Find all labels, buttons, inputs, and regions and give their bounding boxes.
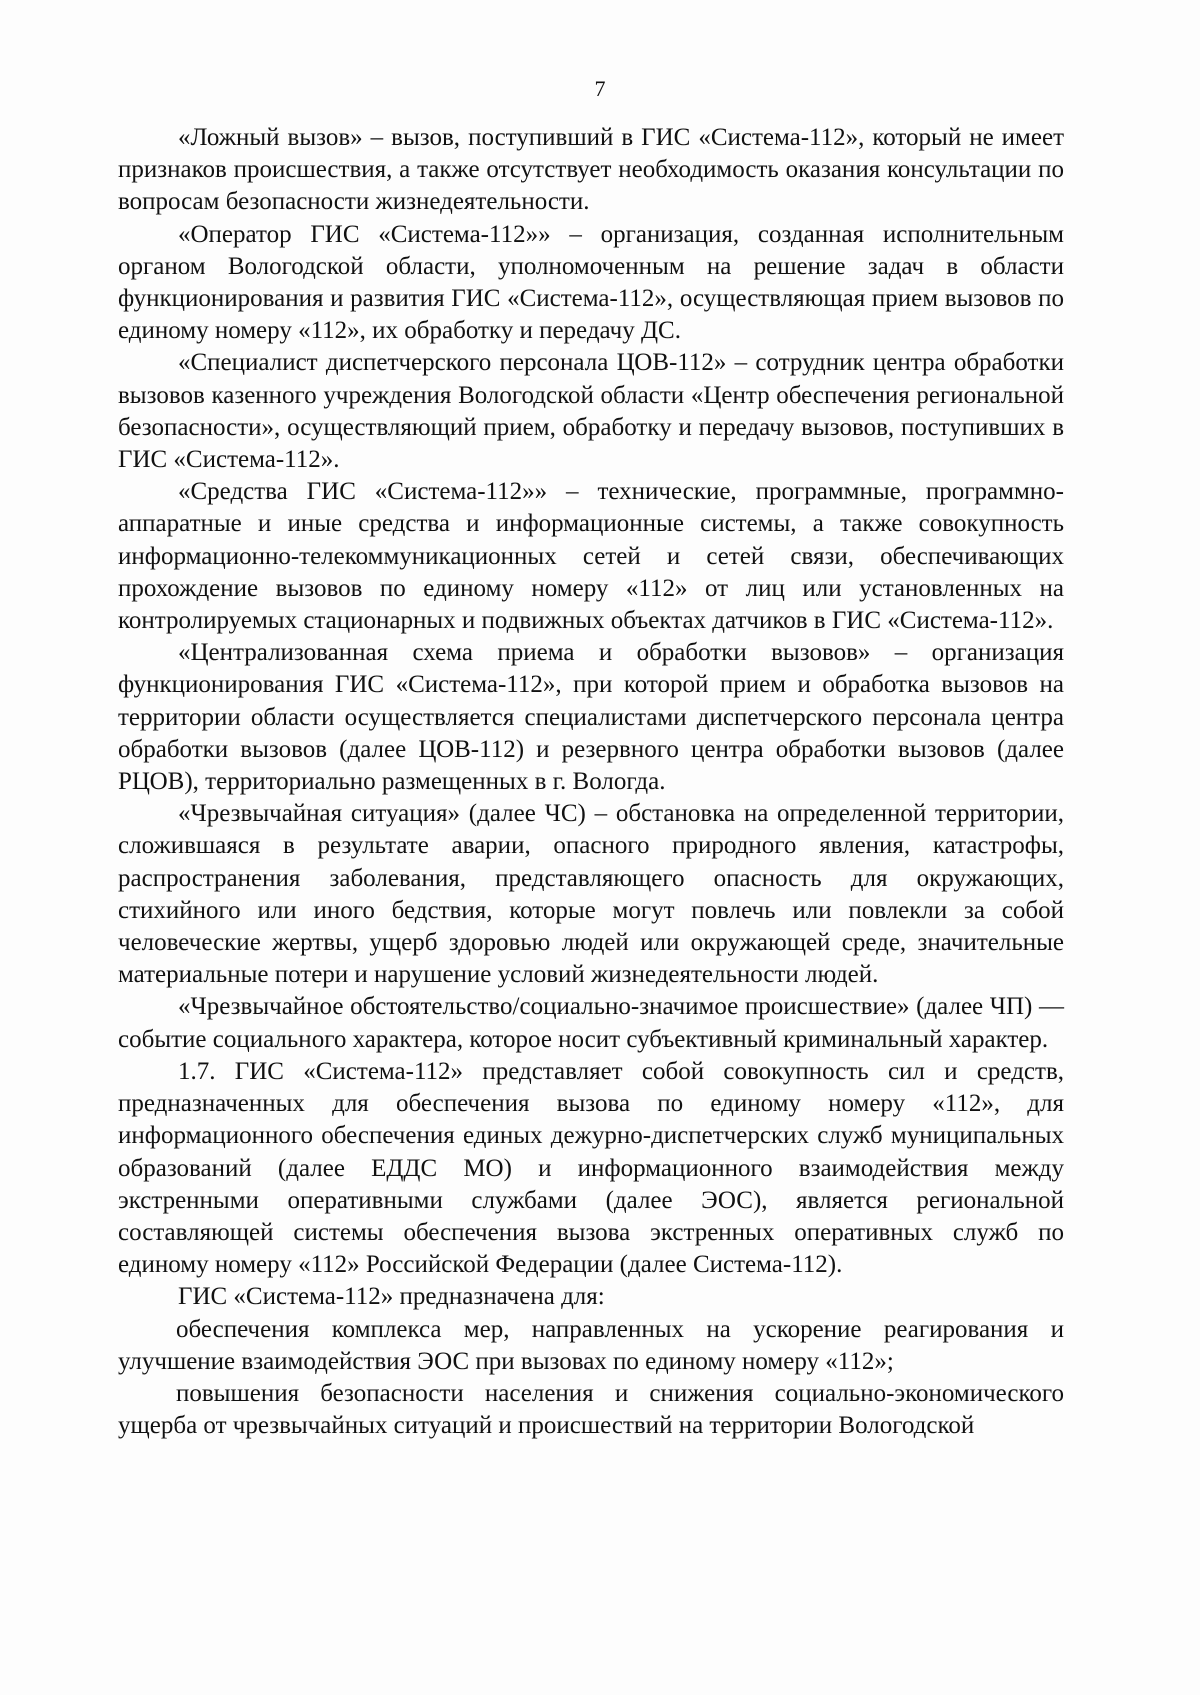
page-number: 7 (594, 76, 606, 101)
definition-system-means: «Средства ГИС «Система-112»» – технические, программные, программно-аппаратные и иные средства и информационные системы, а также совокупность информационно-телекоммуникационных сетей и сетей связи, обеспечивающих прохождение вызовов по единому номеру «112» от лиц или установленных на контролируемых стационарных и подвижных объектах датчиков в ГИС «Система-112». (118, 478, 1064, 635)
definition-dispatcher-specialist: «Специалист диспетчерского персонала ЦОВ-112» – сотрудник центра обработки вызовов казенного учреждения Вологодской области «Центр обеспечения региональной безопасности», осуществляющий прием, обработку и передачу вызовов, поступивших в ГИС «Система-112». (118, 349, 1064, 474)
definition-emergency-incident: «Чрезвычайное обстоятельство/социально-значимое происшествие» (далее ЧП) — событие социального характера, которое носит субъективный криминальный характер. (118, 993, 1064, 1053)
section-1-7: 1.7. ГИС «Система-112» представляет собой совокупность сил и средств, предназначенных для обеспечения вызова по единому номеру «112», для информационного обеспечения единых дежурно-диспетчерских служб муниципальных образований (далее ЕДДС МО) и информационного взаимодействия между экстренными оперативными службами (далее ЭОС), является региональной составляющей системы обеспечения вызова экстренных оперативных служб по единому номеру «112» Российской Федерации (далее Система-112). (118, 1057, 1064, 1279)
purpose-item-1: обеспечения комплекса мер, направленных на ускорение реагирования и улучшение взаимодействия ЭОС при вызовах по единому номеру «112»; (118, 1315, 1064, 1375)
document-body (118, 122, 1064, 1442)
purpose-item-2: повышения безопасности населения и снижения социально-экономического ущерба от чрезвычайных ситуаций и происшествий на территории Вологодской (118, 1379, 1064, 1440)
definition-false-call: «Ложный вызов» – вызов, поступивший в ГИС «Система-112», который не имеет признаков происшествия, а также отсутствует необходимость оказания консультации по вопросам безопасности жизнедеятельности. (118, 124, 1064, 216)
purpose-intro: ГИС «Система-112» предназначена для: (178, 1283, 605, 1311)
definition-centralized-scheme: «Централизованная схема приема и обработки вызовов» – организация функционирования ГИС «Система-112», при которой прием и обработка вызовов на территории области осуществляется специалистами диспетчерского персонала центра обработки вызовов (далее ЦОВ-112) и резервного центра обработки вызовов (далее РЦОВ), территориально размещенных в г. Вологда. (118, 639, 1064, 796)
definition-operator: «Оператор ГИС «Система-112»» – организация, созданная исполнительным органом Вологодской области, уполномоченным на решение задач в области функционирования и развития ГИС «Система-112», осуществляющая прием вызовов по единому номеру «112», их обработку и передачу ДС. (118, 220, 1064, 345)
definition-emergency-situation: «Чрезвычайная ситуация» (далее ЧС) – обстановка на определенной территории, сложившаяся в результате аварии, опасного природного явления, катастрофы, распространения заболевания, представляющего опасность для окружающих, стихийного или иного бедствия, которые могут повлечь или повлекли за собой человеческие жертвы, ущерб здоровью людей или окружающей среде, значительные материальные потери и нарушение условий жизнедеятельности людей. (118, 800, 1064, 989)
